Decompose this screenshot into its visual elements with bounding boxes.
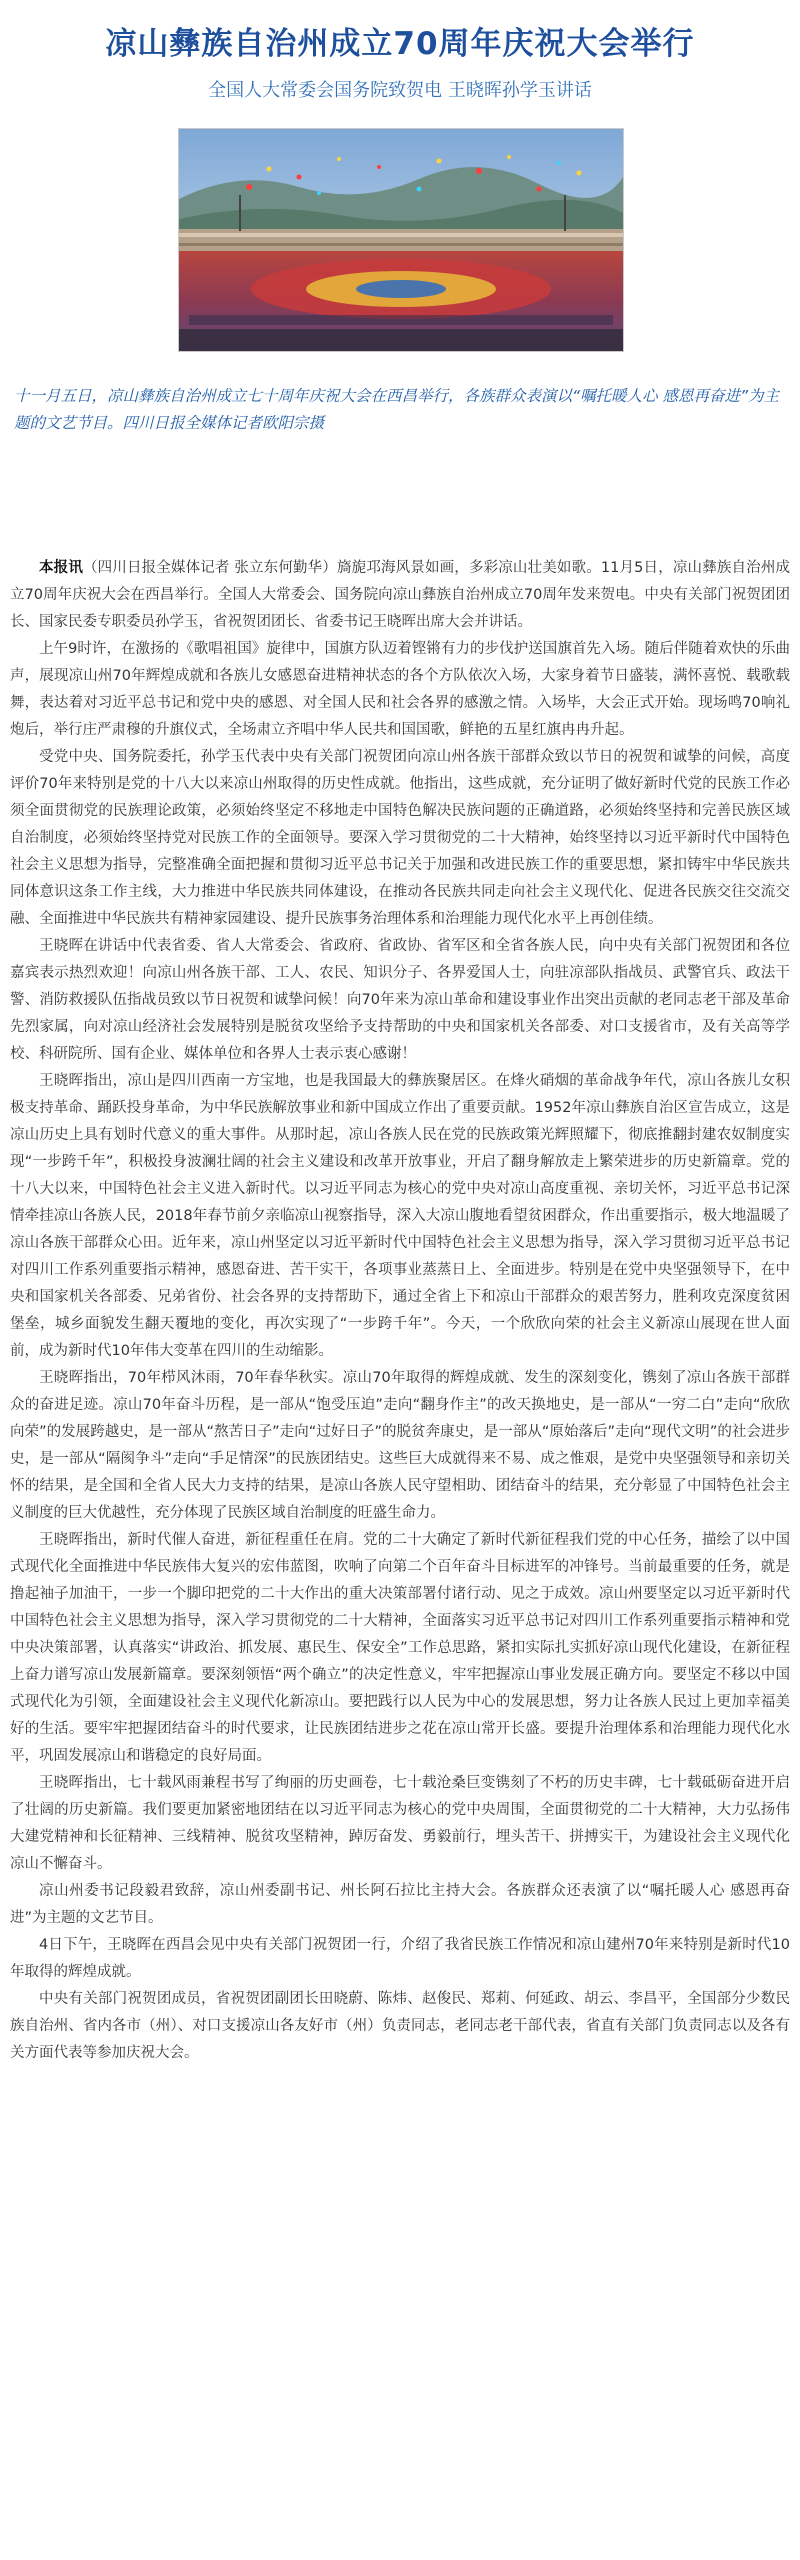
article-paragraph: 4日下午，王晓晖在西昌会见中央有关部门祝贺团一行，介绍了我省民族工作情况和凉山建州70年来特别是新时代10年取得的辉煌成就。: [10, 1937, 790, 1980]
article-paragraph: 受党中央、国务院委托，孙学玉代表中央有关部门祝贺团向凉山州各族干部群众致以节日的祝贺和诚挚的问候，高度评价70年来特别是党的十八大以来凉山州取得的历史性成就。他指出，这些成就，充分证明了做好新时代党的民族工作必须全面贯彻党的民族理论政策，必须始终坚定不移地走中国特色解决民族问题的正确道路，必须始终坚持和完善民族区域自治制度，必须始终坚持党对民族工作的全面领导。要深入学习贯彻党的二十大精神，始终坚持以习近平新时代中国特色社会主义思想为指导，完整准确全面把握和贯彻习近平总书记关于加强和改进民族工作的重要思想，紧扣铸牢中华民族共同体意识这条工作主线，大力推进中华民族共同体建设，在推动各民族共同走向社会主义现代化、促进各民族交往交流交融、全面推进中华民族共有精神家园建设、提升民族事务治理体系和治理能力现代化水平上再创佳绩。: [10, 749, 790, 927]
article-paragraph: 王晓晖指出，七十载风雨兼程书写了绚丽的历史画卷，七十载沧桑巨变镌刻了不朽的历史丰碑，七十载砥砺奋进开启了壮阔的历史新篇。我们要更加紧密地团结在以习近平同志为核心的党中央周围，全面贯彻党的二十大精神，大力弘扬伟大建党精神和长征精神、三线精神、脱贫攻坚精神，踔厉奋发、勇毅前行，埋头苦干、拼搏实干，为建设社会主义现代化凉山不懈奋斗。: [10, 1775, 790, 1872]
photo-caption: 十一月五日，凉山彝族自治州成立七十周年庆祝大会在西昌举行，各族群众表演以“嘱托暖人心 感恩再奋进”为主题的文艺节目。四川日报全媒体记者欧阳宗摄: [14, 387, 779, 432]
article-paragraph: 上午9时许，在激扬的《歌唱祖国》旋律中，国旗方队迈着铿锵有力的步伐护送国旗首先入场。随后伴随着欢快的乐曲声，展现凉山州70年辉煌成就和各族儿女感恩奋进精神状态的各个方队依次入场，大家身着节日盛装，满怀喜悦、载歌载舞，表达着对习近平总书记和党中央的感恩、对全国人民和社会各界的感激之情。入场毕，大会正式开始。现场鸣70响礼炮后，举行庄严肃穆的升旗仪式，全场肃立齐唱中华人民共和国国歌，鲜艳的五星红旗冉冉升起。: [10, 641, 790, 738]
lead-text: （四川日报全媒体记者 张立东何勤华）旖旎邛海风景如画，多彩凉山壮美如歌。11月5日，凉山彝族自治州成立70周年庆祝大会在西昌举行。全国人大常委会、国务院向凉山彝族自治州成立70周年发来贺电。中央有关部门祝贺团团长、国家民委专职委员孙学玉，省祝贺团团长、省委书记王晓晖出席大会并讲话。: [10, 560, 791, 630]
dateline: 本报讯: [39, 560, 83, 576]
article-paragraph: 王晓晖指出，凉山是四川西南一方宝地，也是我国最大的彝族聚居区。在烽火硝烟的革命战争年代，凉山各族儿女积极支持革命、踊跃投身革命，为中华民族解放事业和新中国成立作出了重要贡献。1952年凉山彝族自治区宣告成立，这是凉山历史上具有划时代意义的重大事件。从那时起，凉山各族人民在党的民族政策光辉照耀下，彻底推翻封建农奴制度实现“一步跨千年”，积极投身波澜壮阔的社会主义建设和改革开放事业，开启了翻身解放走上繁荣进步的历史新篇章。党的十八大以来，中国特色社会主义进入新时代。以习近平同志为核心的党中央对凉山高度重视、亲切关怀，习近平总书记深情牵挂凉山各族人民，2018年春节前夕亲临凉山视察指导，深入大凉山腹地看望贫困群众，作出重要指示，极大地温暖了凉山各族干部群众心田。近年来，凉山州坚定以习近平新时代中国特色社会主义思想为指导，深入学习贯彻习近平总书记对四川工作系列重要指示精神，感恩奋进、苦干实干，各项事业蒸蒸日上、全面进步。特别是在党中央坚强领导下，在中央和国家机关各部委、兄弟省份、社会各界的支持帮助下，通过全省上下和凉山干部群众的艰苦努力，胜利攻克深度贫困堡垒，城乡面貌发生翻天覆地的变化，再次实现了“一步跨千年”。今天，一个欣欣向荣的社会主义新凉山展现在世人面前，成为新时代10年伟大变革在四川的生动缩影。: [10, 1073, 790, 1359]
article-paragraph: 王晓晖指出，新时代催人奋进，新征程重任在肩。党的二十大确定了新时代新征程我们党的中心任务，描绘了以中国式现代化全面推进中华民族伟大复兴的宏伟蓝图，吹响了向第二个百年奋斗目标进军的冲锋号。当前最重要的任务，就是撸起袖子加油干，一步一个脚印把党的二十大作出的重大决策部署付诸行动、见之于成效。凉山州要坚定以习近平新时代中国特色社会主义思想为指导，深入学习贯彻党的二十大精神，全面落实习近平总书记对四川工作系列重要指示精神和党中央决策部署，认真落实“讲政治、抓发展、惠民生、保安全”工作总思路，紧扣实际扎实抓好凉山现代化建设，在新征程上奋力谱写凉山发展新篇章。要深刻领悟“两个确立”的决定性意义，牢牢把握凉山事业发展正确方向。要坚定不移以中国式现代化为引领，全面建设社会主义现代化新凉山。要把践行以人民为中心的发展思想，努力让各族人民过上更加幸福美好的生活。要牢牢把握团结奋斗的时代要求，让民族团结进步之花在凉山常开长盛。要提升治理体系和治理能力现代化水平，巩固发展凉山和谐稳定的良好局面。: [10, 1532, 790, 1764]
article-paragraph: 中央有关部门祝贺团成员，省祝贺团副团长田晓蔚、陈炜、赵俊民、郑莉、何延政、胡云、李昌平，全国部分少数民族自治州、省内各市（州）、对口支援凉山各友好市（州）负责同志，老同志老干部代表，省直有关部门负责同志以及各有关方面代表等参加庆祝大会。: [10, 1991, 790, 2061]
article-title: 凉山彝族自治州成立70周年庆祝大会举行: [105, 26, 695, 62]
article-paragraph: 凉山州委书记段毅君致辞，凉山州委副书记、州长阿石拉比主持大会。各族群众还表演了以“嘱托暖人心 感恩再奋进”为主题的文艺节目。: [10, 1883, 790, 1926]
article-paragraph: [10, 555, 790, 636]
celebration-stadium-photo: [178, 128, 624, 352]
article-paragraph: 王晓晖在讲话中代表省委、省人大常委会、省政府、省政协、省军区和全省各族人民，向中央有关部门祝贺团和各位嘉宾表示热烈欢迎！向凉山州各族干部、工人、农民、知识分子、各界爱国人士，向驻凉部队指战员、武警官兵、政法干警、消防救援队伍指战员致以节日祝贺和诚挚问候！向70年来为凉山革命和建设事业作出突出贡献的老同志老干部及革命先烈家属，向对凉山经济社会发展特别是脱贫攻坚给予支持帮助的中央和国家机关各部委、对口支援省市，及有关高等学校、科研院所、国有企业、媒体单位和各界人士表示衷心感谢！: [10, 938, 790, 1062]
article-subtitle: 全国人大常委会国务院致贺电 王晓晖孙学玉讲话: [208, 80, 592, 101]
photo-illustration: [179, 129, 623, 351]
article-body: [10, 555, 790, 2067]
article-paragraph: 王晓晖指出，70年栉风沐雨，70年春华秋实。凉山70年取得的辉煌成就、发生的深刻变化，镌刻了凉山各族干部群众的奋进足迹。凉山70年奋斗历程，是一部从“饱受压迫”走向“翻身作主”的改天换地史，是一部从“一穷二白”走向“欣欣向荣”的发展跨越史，是一部从“熬苦日子”走向“过好日子”的脱贫奔康史，是一部从“原始落后”走向“现代文明”的社会进步史，是一部从“隔阂争斗”走向“手足情深”的民族团结史。这些巨大成就得来不易、成之惟艰，是党中央坚强领导和亲切关怀的结果，是全国和全省人民大力支持的结果，是凉山各族人民守望相助、团结奋斗的结果，充分彰显了中国特色社会主义制度的巨大优越性，充分体现了民族区域自治制度的旺盛生命力。: [10, 1370, 790, 1521]
